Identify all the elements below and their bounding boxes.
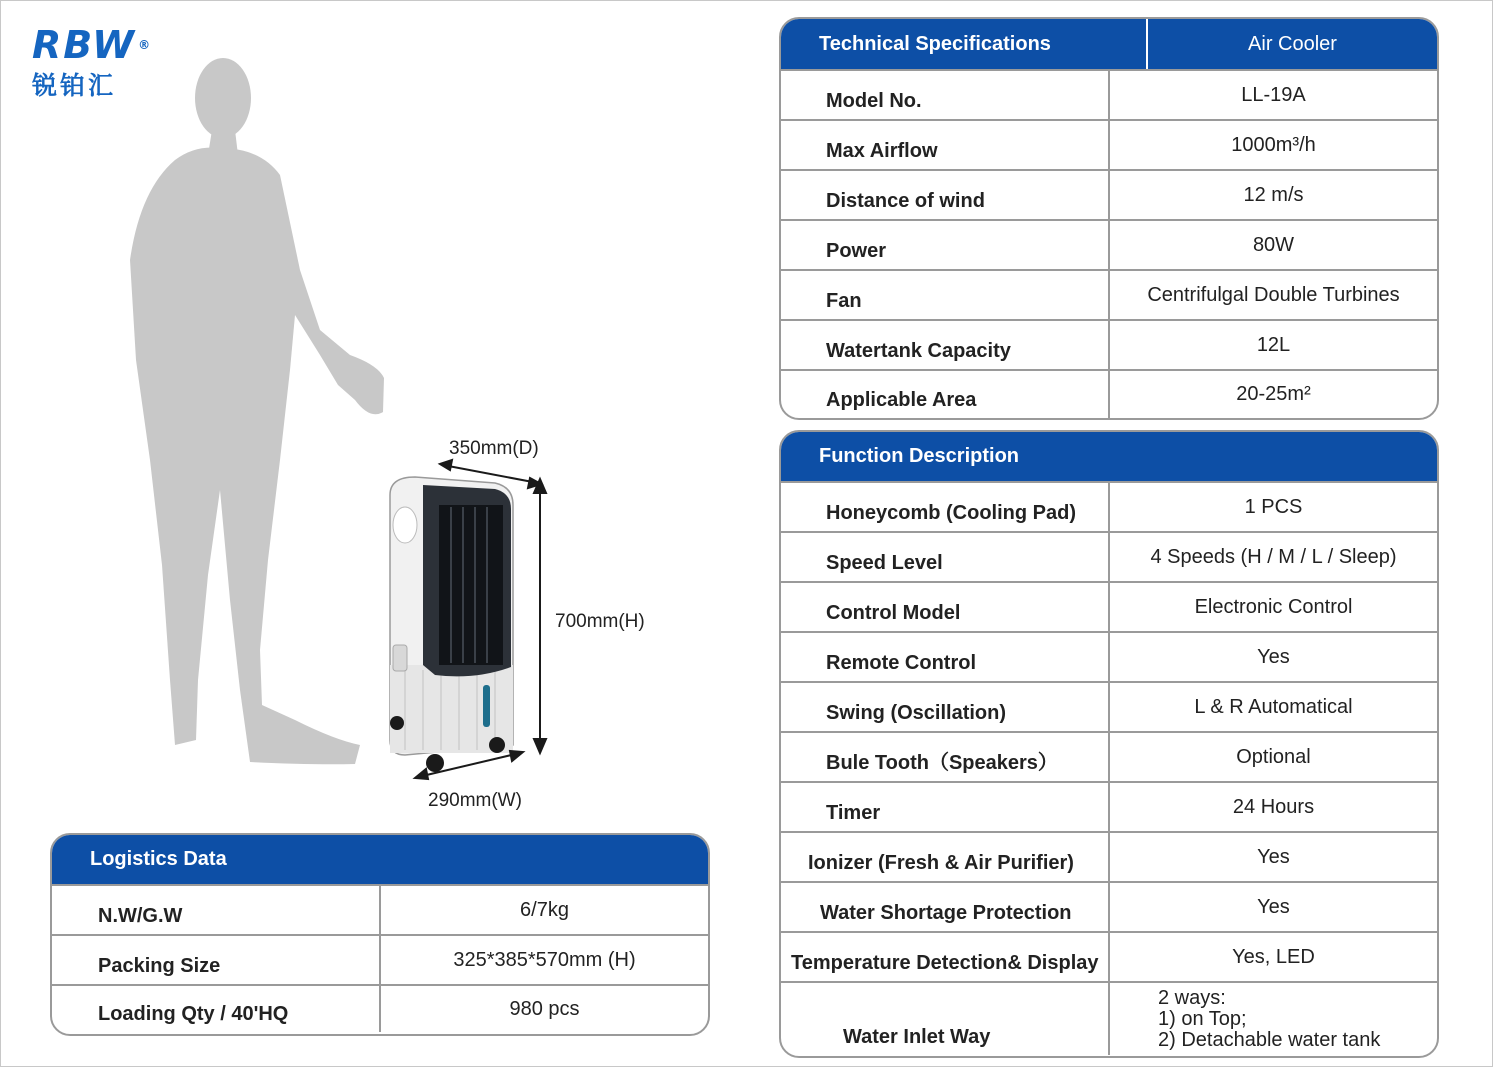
logistics-header bbox=[52, 835, 708, 884]
row-value: Yes bbox=[1108, 833, 1437, 881]
row-label: Timer bbox=[826, 802, 881, 824]
width-dimension: 290mm(W) bbox=[428, 790, 522, 811]
water-inlet-line: 2 ways: bbox=[1158, 986, 1226, 1009]
row-label: N.W/G.W bbox=[98, 905, 183, 927]
table-row bbox=[781, 169, 1437, 219]
row-value: 1000m³/h bbox=[1108, 121, 1437, 169]
row-value: 20-25m² bbox=[1108, 371, 1437, 418]
row-value: Electronic Control bbox=[1108, 583, 1437, 631]
table-row bbox=[781, 981, 1437, 1055]
table-row bbox=[781, 831, 1437, 881]
table-row bbox=[781, 681, 1437, 731]
water-inlet-label: Water Inlet Way bbox=[843, 1026, 991, 1048]
table-row bbox=[781, 881, 1437, 931]
function-description-table bbox=[779, 430, 1439, 1058]
table-row bbox=[781, 581, 1437, 631]
row-label: Remote Control bbox=[826, 652, 976, 674]
row-label: Watertank Capacity bbox=[826, 340, 1011, 362]
logistics-header-label: Logistics Data bbox=[90, 848, 227, 870]
specs-header bbox=[781, 19, 1437, 69]
specs-header-value: Air Cooler bbox=[1146, 19, 1437, 69]
water-inlet-line: 1) on Top; bbox=[1158, 1007, 1247, 1030]
logistics-rows bbox=[52, 884, 708, 1032]
table-row bbox=[781, 781, 1437, 831]
table-row bbox=[781, 69, 1437, 119]
table-row bbox=[781, 319, 1437, 369]
registered-mark: ® bbox=[138, 38, 153, 52]
row-label: Packing Size bbox=[98, 955, 221, 977]
row-label: Swing (Oscillation) bbox=[826, 702, 1007, 724]
table-row bbox=[781, 119, 1437, 169]
table-row bbox=[781, 731, 1437, 781]
specs-rows bbox=[781, 69, 1437, 418]
row-value: 80W bbox=[1108, 221, 1437, 269]
row-label: Bule Tooth（Speakers） bbox=[826, 752, 1058, 774]
table-row bbox=[781, 219, 1437, 269]
row-label: Model No. bbox=[826, 90, 922, 112]
specs-header-label: Technical Specifications bbox=[819, 32, 1051, 55]
table-row bbox=[52, 884, 708, 934]
row-value: LL-19A bbox=[1108, 71, 1437, 119]
row-label: Distance of wind bbox=[826, 190, 985, 212]
row-value: 980 pcs bbox=[379, 986, 708, 1032]
table-row bbox=[781, 481, 1437, 531]
row-value: Centrifulgal Double Turbines bbox=[1108, 271, 1437, 319]
water-inlet-line: 2) Detachable water tank bbox=[1158, 1028, 1381, 1051]
row-label: Fan bbox=[826, 290, 862, 312]
row-value: L & R Automatical bbox=[1108, 683, 1437, 731]
row-value: 6/7kg bbox=[379, 886, 708, 934]
row-label: Power bbox=[826, 240, 887, 262]
row-value: Yes bbox=[1108, 633, 1437, 681]
row-label: Max Airflow bbox=[826, 140, 938, 162]
water-inlet-value bbox=[1108, 983, 1437, 1055]
logo-chinese: 锐铂汇 bbox=[32, 71, 117, 100]
row-label: Water Shortage Protection bbox=[820, 902, 1072, 924]
height-dimension: 700mm(H) bbox=[555, 611, 645, 632]
row-value: 1 PCS bbox=[1108, 483, 1437, 531]
table-row bbox=[781, 369, 1437, 418]
row-value: Yes bbox=[1108, 883, 1437, 931]
row-label: Loading Qty / 40'HQ bbox=[98, 1003, 289, 1025]
row-value: 4 Speeds (H / M / L / Sleep) bbox=[1108, 533, 1437, 581]
row-value: 12L bbox=[1108, 321, 1437, 369]
table-row bbox=[781, 531, 1437, 581]
table-row bbox=[52, 984, 708, 1032]
row-label: Speed Level bbox=[826, 552, 943, 574]
row-value: 325*385*570mm (H) bbox=[379, 936, 708, 984]
table-row bbox=[781, 631, 1437, 681]
row-label: Control Model bbox=[826, 602, 961, 624]
table-row bbox=[52, 934, 708, 984]
dimension-arrows bbox=[410, 455, 560, 785]
table-row bbox=[781, 931, 1437, 981]
row-value: Yes, LED bbox=[1108, 933, 1437, 981]
logistics-data-table bbox=[50, 833, 710, 1036]
row-label: Temperature Detection& Display bbox=[791, 952, 1099, 974]
row-value: 24 Hours bbox=[1108, 783, 1437, 831]
functions-header-label: Function Description bbox=[819, 445, 1019, 467]
depth-dimension: 350mm(D) bbox=[449, 438, 539, 459]
row-value: 12 m/s bbox=[1108, 171, 1437, 219]
row-label: Honeycomb (Cooling Pad) bbox=[826, 502, 1076, 524]
logo-name: RBW bbox=[32, 23, 137, 67]
functions-header bbox=[781, 432, 1437, 481]
row-label: Ionizer (Fresh & Air Purifier) bbox=[808, 852, 1074, 874]
row-value: Optional bbox=[1108, 733, 1437, 781]
functions-rows bbox=[781, 481, 1437, 981]
person-silhouette-icon bbox=[100, 40, 390, 770]
table-row bbox=[781, 269, 1437, 319]
row-label: Applicable Area bbox=[826, 389, 977, 411]
technical-specifications-table bbox=[779, 17, 1439, 420]
